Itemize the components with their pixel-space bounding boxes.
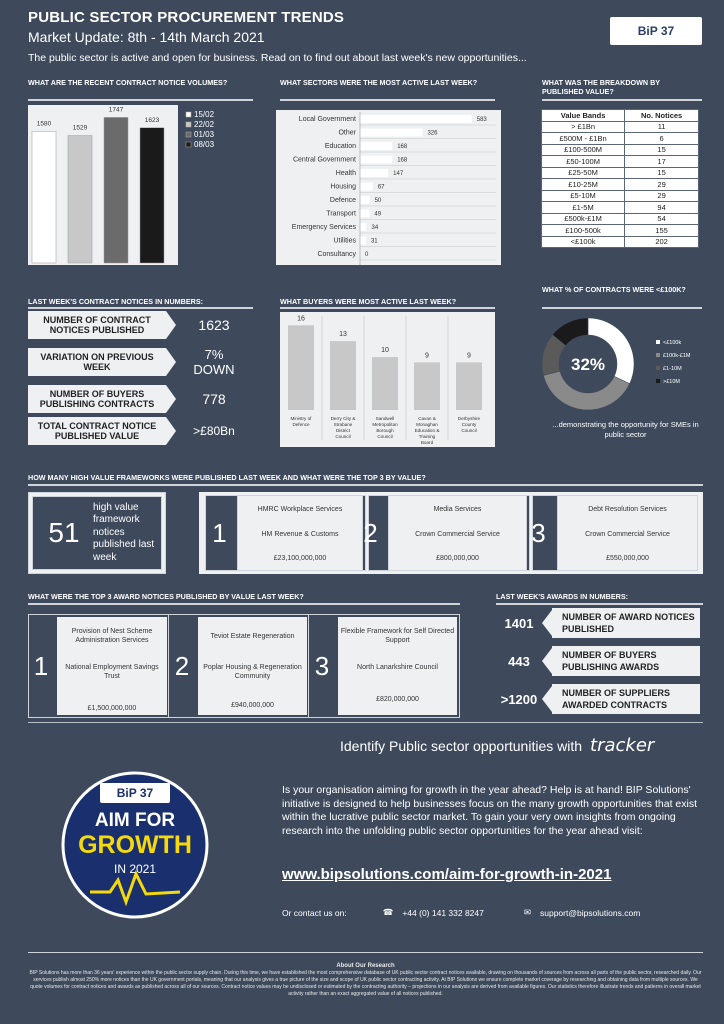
sector-bar (360, 115, 472, 123)
badge-top: BiP 37 (100, 783, 170, 803)
buyer-category-label: Defence (292, 422, 310, 427)
volumes-legend-swatch (186, 142, 191, 147)
value-table-cell: 29 (625, 179, 699, 191)
buyer-data-label: 10 (381, 347, 389, 355)
buyer-category-label: Council (377, 434, 393, 439)
sectors-chart-svg (276, 110, 501, 265)
value-table-cell: 29 (625, 190, 699, 202)
footer-title: About Our Research (336, 963, 395, 969)
sector-value-label: 49 (374, 211, 382, 218)
framework-value: £550,000,000 (606, 555, 649, 562)
buyer-category-label: Training (418, 434, 436, 439)
value-table-cell: £100-500M (542, 144, 625, 156)
value-table-row (542, 121, 699, 133)
pct-chart (536, 312, 706, 447)
award-number-value: >1200 (500, 691, 538, 707)
badge-line3: IN 2021 (113, 862, 157, 876)
sector-label: Housing (330, 183, 356, 191)
buyer-category-label: Ministry of (290, 416, 312, 421)
buyer-category-label: Derbyshire (457, 416, 481, 421)
sector-value-label: 0 (365, 252, 369, 258)
numbers-label: NUMBER OF BUYERS PUBLISHING CONTRACTS (28, 385, 166, 413)
buyer-category-label: Education & (414, 428, 440, 433)
award-rank: 1 (33, 650, 49, 681)
numbers-heading: LAST WEEK'S CONTRACT NOTICES IN NUMBERS: (28, 297, 204, 306)
buyer-category-label: Sandwell (375, 416, 395, 421)
value-table-row (542, 213, 699, 225)
pct-legend-swatch (656, 379, 660, 383)
value-table-row (542, 190, 699, 202)
value-table-row (542, 144, 699, 156)
numbers-row (28, 417, 258, 445)
buyer-bar (414, 362, 440, 410)
phone-number[interactable]: +44 (0) 141 332 8247 (402, 907, 484, 918)
value-table-cell: £100-500k (542, 225, 625, 237)
sector-value-label: 31 (370, 238, 378, 245)
award-card (57, 617, 167, 715)
frameworks-heading: HOW MANY HIGH VALUE FRAMEWORKS WERE PUBLISHED LAST WEEK AND WHAT WERE THE TOP 3 BY VALUE? (28, 473, 426, 482)
buyers-heading: WHAT BUYERS WERE MOST ACTIVE LAST WEEK? (280, 297, 457, 306)
buyer-category-label: County (461, 422, 477, 427)
buyer-category-label: Derry City & (330, 416, 356, 421)
value-table-cell: £50-100M (542, 156, 625, 168)
framework-name: Debt Resolution Services (588, 506, 667, 513)
value-table-wrap (541, 109, 699, 248)
sector-label: Health (335, 170, 356, 177)
framework-buyer: Crown Commercial Service (415, 531, 500, 538)
buyer-category-label: District (335, 428, 351, 433)
footer-text: BIP Solutions has more than 36 years' experience within the public sector supply chain. During this time, we have established the most comprehensive database of UK public sector contract notices available, drawing on thousands of sources from across all parts of the public sector, researched daily. Our services publish almost 250% more notices than the UK government portals, meaning that our analysis gives a true picture of the size and scope of UK public sector contracting activity. At BIP Solutions we ensure complete market coverage by researching and obtaining data from multiple sources. We quote volumes for contract notices and awards as published across all of our sources. Contract notice values may be undisclosed or estimated by the contracting authority – projections in our analysis are derived from available figures. Our statistics therefore illustrate trends and patterns in overall market activity rather than an exact aggregated value of all notices published. (29, 970, 702, 997)
buyer-bar (456, 362, 482, 410)
buyer-data-label: 16 (297, 315, 305, 323)
volumes-data-label: 1580 (36, 120, 52, 128)
promo-url[interactable]: www.bipsolutions.com/aim-for-growth-in-2021 (282, 866, 612, 883)
pct-center-label: 32% (570, 355, 606, 374)
sector-value-label: 168 (397, 144, 408, 150)
volumes-data-label: 1747 (108, 106, 124, 114)
value-table-row (542, 133, 699, 145)
value-table-row (542, 236, 699, 248)
sector-bar (360, 129, 422, 137)
value-table-cell: 11 (625, 121, 699, 133)
award-rank: 3 (314, 650, 330, 681)
value-table-row (542, 179, 699, 191)
sector-bar (360, 156, 392, 164)
buyer-category-label: Council (461, 428, 477, 433)
award-numbers-heading: LAST WEEK'S AWARDS IN NUMBERS: (496, 592, 629, 601)
pct-caption: ...demonstrating the opportunity for SMEs in public sector (552, 420, 699, 439)
sectors-heading: WHAT SECTORS WERE THE MOST ACTIVE LAST WEEK? (280, 78, 478, 87)
volumes-bar (104, 117, 128, 263)
framework-count-inner (32, 496, 162, 570)
value-table-row (542, 225, 699, 237)
award-buyer: National Employment Savings Trust (65, 664, 159, 680)
buyer-bar (288, 325, 314, 410)
aim-for-growth-badge (60, 770, 210, 920)
pct-heading: WHAT % OF CONTRACTS WERE <£100K? (542, 285, 686, 294)
sector-value-label: 326 (427, 130, 438, 137)
tracker-text: Identify Public sector opportunities with (340, 737, 583, 754)
framework-card (237, 495, 363, 571)
framework-rank: 3 (531, 517, 546, 548)
framework-buyer: Crown Commercial Service (585, 531, 670, 538)
volumes-bar (32, 131, 56, 263)
award-number-value: 443 (508, 653, 530, 669)
award-card (338, 617, 457, 715)
value-table-header: No. Notices (625, 110, 699, 122)
framework-count-text: high value framework notices published last week (93, 501, 155, 563)
volumes-legend-label: 01/03 (194, 130, 215, 139)
value-table-cell: > £1Bn (542, 121, 625, 133)
buyer-bar (372, 357, 398, 410)
buyer-category-label: Strabane (333, 422, 353, 427)
volumes-heading: WHAT ARE THE RECENT CONTRACT NOTICE VOLUMES? (28, 78, 228, 87)
phone-icon: ☎ (382, 907, 394, 917)
buyer-category-label: Cavan & (418, 416, 436, 421)
pct-legend-swatch (656, 366, 660, 370)
framework-top3 (199, 492, 703, 574)
buyer-bar (330, 341, 356, 410)
contact-line (282, 907, 702, 918)
sector-label: Consultancy (317, 251, 356, 258)
sectors-chart (276, 110, 501, 265)
volumes-legend-swatch (186, 122, 191, 127)
numbers-value: 778 (202, 391, 226, 407)
numbers-label: NUMBER OF CONTRACT NOTICES PUBLISHED (28, 311, 166, 339)
volumes-legend-swatch (186, 132, 191, 137)
volumes-chart-svg (28, 105, 253, 265)
framework-count-card (28, 492, 166, 574)
buyer-category-label: Council (335, 434, 351, 439)
award-rank: 2 (174, 650, 190, 681)
sector-bar (360, 142, 392, 150)
pct-legend-label: >£10M (663, 379, 680, 385)
award-number-label: NUMBER OF AWARD NOTICES PUBLISHED (552, 608, 700, 638)
sector-bar (360, 223, 367, 231)
value-table-cell: 6 (625, 133, 699, 145)
framework-rank: 2 (363, 517, 378, 548)
buyers-chart (280, 312, 495, 447)
sector-bar (360, 169, 388, 177)
pct-chart-svg (536, 312, 706, 417)
value-table-cell: 17 (625, 156, 699, 168)
value-table-cell: £5-10M (542, 190, 625, 202)
buyer-data-label: 13 (339, 331, 347, 339)
sector-value-label: 583 (476, 117, 487, 123)
numbers-label: TOTAL CONTRACT NOTICE PUBLISHED VALUE (28, 417, 166, 445)
value-table-cell: 202 (625, 236, 699, 248)
buyers-chart-svg (280, 312, 495, 447)
breakdown-heading: WHAT WAS THE BREAKDOWN BY PUBLISHED VALUE? (542, 78, 660, 96)
pct-legend-label: £100k-£1M (663, 353, 691, 359)
award-value: £820,000,000 (376, 696, 419, 703)
value-table-cell: <£100k (542, 236, 625, 248)
volumes-legend-label: 08/03 (194, 140, 215, 149)
email-address[interactable]: support@bipsolutions.com (539, 907, 641, 918)
value-table-row (542, 156, 699, 168)
sector-bar (360, 210, 369, 218)
badge-line1: AIM FOR (94, 810, 176, 831)
value-table-cell: £25-50M (542, 167, 625, 179)
numbers-row (28, 311, 258, 339)
award-buyer: North Lanarkshire Council (357, 664, 438, 671)
volumes-data-label: 1529 (72, 124, 88, 132)
volumes-chart (28, 105, 253, 265)
sector-bar (360, 237, 366, 245)
badge-line2: GROWTH (78, 831, 192, 859)
page-title: PUBLIC SECTOR PROCUREMENT TRENDS (28, 9, 345, 26)
sector-label: Other (338, 129, 356, 137)
volumes-legend-label: 15/02 (194, 110, 215, 119)
sector-bar (360, 196, 370, 204)
volumes-legend-label: 22/02 (194, 120, 215, 129)
sector-label: Central Government (292, 156, 356, 164)
sector-value-label: 168 (397, 157, 408, 164)
contact-label: Or contact us on: (282, 907, 347, 918)
pct-legend-label: £1-10M (663, 366, 682, 372)
award-number-label: NUMBER OF BUYERS PUBLISHING AWARDS (552, 646, 700, 676)
numbers-row (28, 385, 258, 413)
award-number-value: 1401 (504, 615, 534, 631)
framework-name: Media Services (433, 506, 482, 513)
value-table-cell: £500M - £1Bn (542, 133, 625, 145)
sector-value-label: 50 (374, 198, 382, 204)
framework-count: 51 (48, 517, 80, 548)
sector-bar (360, 183, 373, 191)
volumes-bar (68, 136, 92, 263)
award-value: £1,500,000,000 (87, 705, 137, 712)
value-table-cell: 94 (625, 202, 699, 214)
sector-label: Transport (326, 210, 356, 218)
framework-card (557, 495, 698, 571)
award-name: Provision of Nest Scheme Administration Services (71, 628, 153, 644)
volumes-legend-swatch (186, 112, 191, 117)
promo-text: Is your organisation aiming for growth in the year ahead? Help is at hand! BIP Solutions' initiative is designed to help businesses focus on the many growth opportunities that exist within the lucrative public sector market. To gain your very own insights from ongoing research into the unfolding public sector opportunities for the year ahead visit: (282, 784, 697, 837)
bip-logo: BiP 37 (610, 17, 702, 45)
framework-card (388, 495, 527, 571)
sector-label: Defence (329, 197, 356, 204)
tracker-line (340, 735, 654, 756)
email-icon: ✉ (523, 907, 531, 917)
numbers-list (28, 311, 258, 445)
award-card (198, 617, 307, 715)
value-table-cell: 54 (625, 213, 699, 225)
sector-label: Local Government (298, 116, 356, 123)
pct-legend-swatch (656, 353, 660, 357)
awards-heading: WHAT WERE THE TOP 3 AWARD NOTICES PUBLISHED BY VALUE LAST WEEK? (28, 592, 304, 601)
sector-label: Education (324, 143, 356, 150)
award-number-row (496, 608, 703, 638)
sector-label: Utilities (333, 237, 356, 245)
value-table-cell: £10-25M (542, 179, 625, 191)
value-table (541, 109, 699, 248)
numbers-value: 1623 (198, 317, 230, 333)
value-table-row (542, 167, 699, 179)
value-table-header: Value Bands (542, 110, 625, 122)
framework-rank: 1 (212, 517, 227, 548)
numbers-value: 7% DOWN (193, 347, 235, 377)
value-table-cell: 155 (625, 225, 699, 237)
award-number-row (496, 646, 703, 676)
value-table-cell: £1-5M (542, 202, 625, 214)
framework-value: £23,100,000,000 (273, 555, 327, 562)
buyer-category-label: Borough (376, 428, 394, 433)
value-table-row (542, 202, 699, 214)
award-number-row (496, 684, 703, 714)
award-name: Flexible Framework for Self Directed Support (340, 628, 455, 644)
award-buyer: Poplar Housing & Regeneration Community (203, 664, 302, 680)
numbers-label: VARIATION ON PREVIOUS WEEK (28, 348, 166, 376)
framework-name: HMRC Workplace Services (257, 506, 343, 513)
value-table-cell: 15 (625, 167, 699, 179)
sector-value-label: 67 (377, 184, 385, 191)
numbers-value: >£80Bn (193, 424, 235, 438)
award-value: £940,000,000 (231, 702, 274, 709)
framework-value: £800,000,000 (436, 555, 479, 562)
tagline: The public sector is active and open for business. Read on to find out about last week's new opportunities... (28, 52, 527, 64)
award-numbers-list (496, 608, 703, 714)
value-table-cell: 15 (625, 144, 699, 156)
volumes-bar (140, 128, 164, 263)
award-number-label: NUMBER OF SUPPLIERS AWARDED CONTRACTS (552, 684, 700, 714)
page-subtitle: Market Update: 8th - 14th March 2021 (28, 29, 265, 45)
pct-legend-swatch (656, 340, 660, 344)
numbers-row (28, 343, 258, 381)
value-table-cell: £500k-£1M (542, 213, 625, 225)
sector-value-label: 34 (371, 225, 379, 231)
sector-value-label: 147 (393, 171, 404, 177)
framework-buyer: HM Revenue & Customs (261, 531, 339, 538)
buyer-category-label: Monaghan (416, 422, 438, 427)
award-name: Teviot Estate Regeneration (210, 633, 295, 640)
buyer-data-label: 9 (425, 352, 429, 360)
awards-top3 (28, 614, 460, 718)
buyer-category-label: Board (420, 440, 434, 445)
buyer-data-label: 9 (467, 352, 471, 360)
buyer-category-label: Metropolitan (372, 422, 398, 427)
volumes-data-label: 1623 (144, 116, 160, 124)
tracker-brand: tracker (590, 735, 655, 756)
sector-label: Emergency Services (291, 224, 356, 231)
pct-legend-label: <£100k (663, 340, 682, 346)
